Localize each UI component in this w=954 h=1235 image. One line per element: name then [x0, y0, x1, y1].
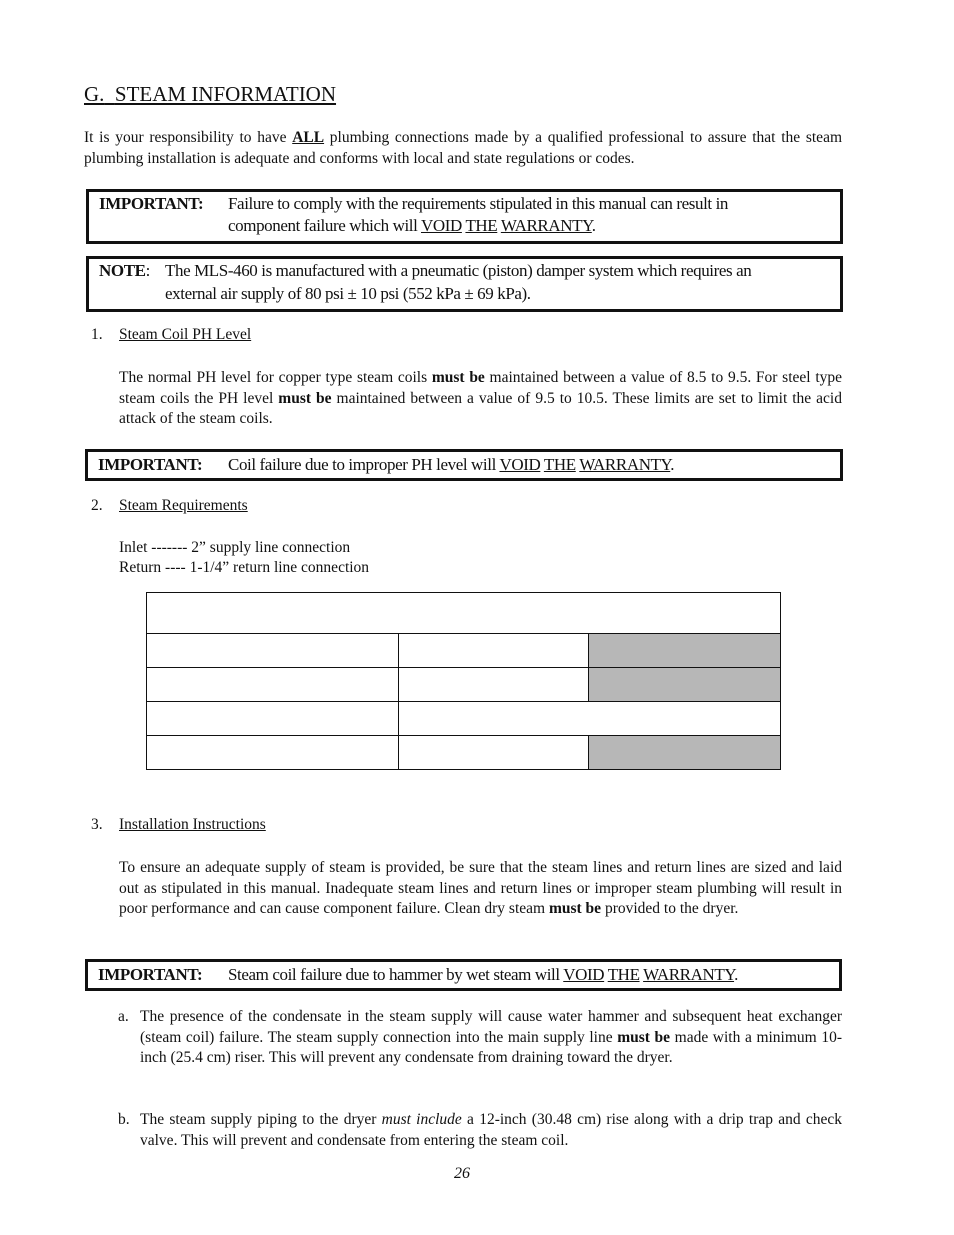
- table-cell: [147, 668, 399, 702]
- important-label: IMPORTANT:: [99, 194, 204, 213]
- page-number: 26: [454, 1165, 470, 1182]
- table-cell-shaded: [589, 736, 781, 770]
- table-row: [147, 736, 781, 770]
- table-row: [147, 634, 781, 668]
- intro-paragraph: It is your responsibility to have ALL plumbing connections made by a qualified professional to assure that the steam plumbing installation is adequate and conforms with local and state regulations or codes.: [84, 129, 843, 167]
- section-1-paragraph: The normal PH level for copper type steam coils must be maintained between a value of 8.5 to 9.5. For steel type steam coils the PH level must be maintained between a value of 9.5 to 10.5. These limits are set to limit the acid attack of the steam coils.: [119, 369, 843, 427]
- note-box: [86, 256, 843, 312]
- section-3-title: Installation Instructions: [119, 816, 266, 833]
- important-text-line2: component failure which will VOID THE WARRANTY.: [228, 216, 596, 235]
- inlet-line: Inlet ------- 2” supply line connection: [119, 539, 351, 556]
- note-text-line2: external air supply of 80 psi ± 10 psi (552 kPa ± 69 kPa).: [165, 284, 531, 303]
- table-cell: [399, 634, 589, 668]
- table-cell-shaded: [589, 668, 781, 702]
- table-header-cell: [147, 593, 781, 634]
- important-text-line1: Failure to comply with the requirements stipulated in this manual can result in: [228, 194, 729, 213]
- section-2-title: Steam Requirements: [119, 497, 248, 514]
- table-row: [147, 668, 781, 702]
- section-1-title: Steam Coil PH Level: [119, 326, 252, 343]
- steam-requirements-table: [146, 592, 781, 770]
- heading-letter: G.: [84, 82, 105, 106]
- item-a-marker: a.: [118, 1008, 129, 1025]
- section-1-number: 1.: [91, 326, 103, 343]
- item-b-text: The steam supply piping to the dryer must include a 12-inch (30.48 cm) rise along with a drip trap and check valve. This will prevent and condensate from entering the steam coil.: [140, 1111, 843, 1149]
- important-text: Coil failure due to improper PH level will VOID THE WARRANTY.: [228, 455, 675, 474]
- table-cell: [147, 702, 399, 736]
- heading-title: STEAM INFORMATION: [114, 82, 337, 106]
- table-cell: [399, 736, 589, 770]
- table-row: [147, 702, 781, 736]
- section-3-number: 3.: [91, 816, 103, 833]
- table-cell: [399, 668, 589, 702]
- section-3-paragraph: To ensure an adequate supply of steam is provided, be sure that the steam lines and return lines are sized and laid out as stipulated in this manual. Inadequate steam lines and return lines or improper steam plumbing will result in poor performance and can cause component failure. Clean dry steam must be provided to the dryer.: [119, 859, 842, 917]
- important-text: Steam coil failure due to hammer by wet steam will VOID THE WARRANTY.: [228, 965, 738, 984]
- important-box-hammer: [85, 959, 842, 991]
- item-b-marker: b.: [118, 1111, 130, 1128]
- important-label: IMPORTANT:: [98, 965, 203, 984]
- note-text-line1: The MLS-460 is manufactured with a pneumatic (piston) damper system which requires an: [165, 261, 752, 280]
- table-cell-wide: [399, 702, 781, 736]
- table-cell: [147, 634, 399, 668]
- note-label: NOTE:: [99, 261, 150, 280]
- important-box-warranty: [86, 189, 843, 244]
- table-cell-shaded: [589, 634, 781, 668]
- table-cell: [147, 736, 399, 770]
- return-line: Return ---- 1-1/4” return line connection: [119, 559, 370, 576]
- important-label: IMPORTANT:: [98, 455, 203, 474]
- all-emphasis: ALL: [292, 129, 325, 146]
- table-row: [147, 593, 781, 634]
- important-box-ph: [85, 449, 843, 481]
- section-heading: [84, 82, 336, 107]
- section-2-number: 2.: [91, 497, 103, 514]
- item-a-text: The presence of the condensate in the steam supply will cause water hammer and subsequent heat exchanger (steam coil) failure. The steam supply connection into the main supply line must be made with a minimum 10-inch (25.4 cm) riser. This will prevent any condensate from draining toward the dryer.: [140, 1008, 842, 1066]
